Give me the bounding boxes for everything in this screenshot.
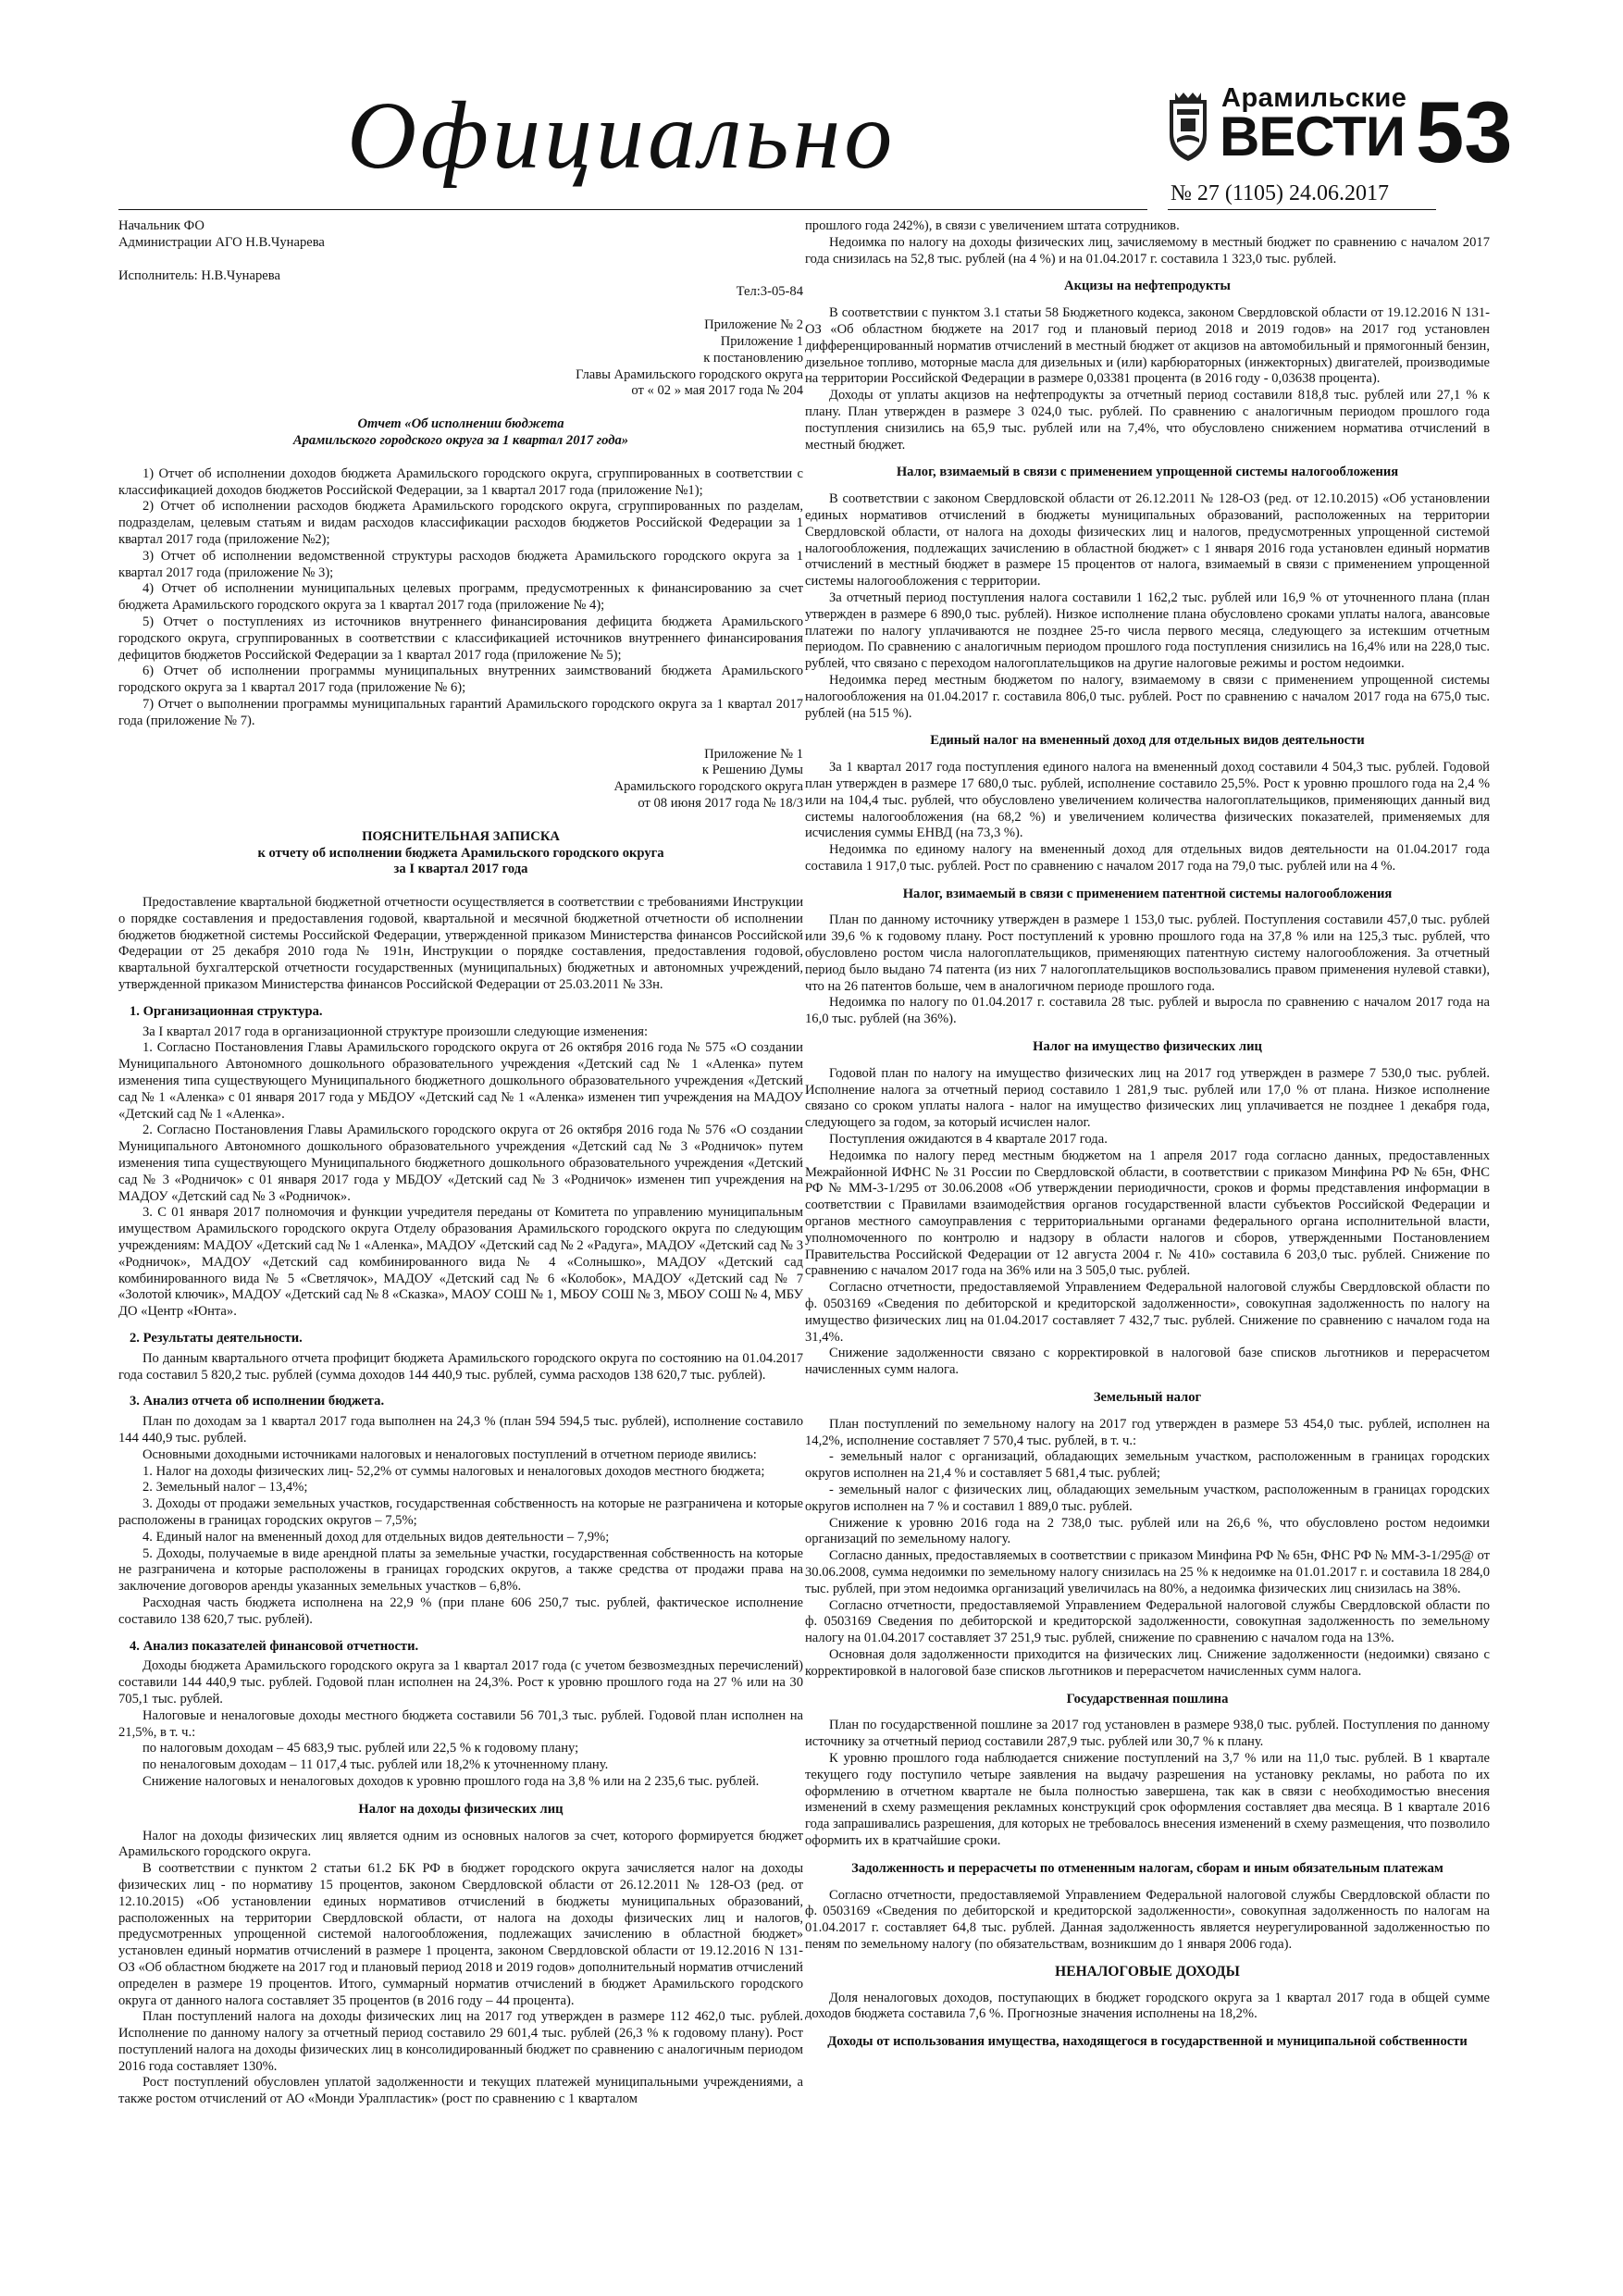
attachment-label: Главы Арамильского городского округа: [576, 366, 803, 382]
paragraph: План поступлений налога на доходы физических лиц на 2017 год утвержден в размере 112 462,0 тыс. рублей. Исполнение по данному налогу за отчетный период составило 29 601,4 тыс. рублей (26,3 % к годовому плану). Рост поступлений налога на доходы физических лиц в консолидированный бюджет по сравнению с аналогичным периодом 2016 года составляет 130%.: [118, 2009, 803, 2074]
paragraph: по налоговым доходам – 45 683,9 тыс. рублей или 22,5 % к годовому плану;: [142, 1741, 579, 1756]
report-title: Отчет «Об исполнении бюджета: [357, 416, 564, 432]
attachment-label: от « 02 » мая 2017 года № 204: [631, 383, 803, 399]
left-column: [118, 218, 803, 2108]
note-subtitle: к отчету об исполнении бюджета Арамильского городского округа: [257, 845, 664, 861]
signature-org: Администрации АГО Н.В.Чунарева: [118, 234, 325, 250]
paragraph: 2. Земельный налог – 13,4%;: [142, 1480, 308, 1496]
section-heading: Земельный налог: [1093, 1390, 1202, 1405]
paragraph: Недоимка по налогу по 01.04.2017 г. составила 28 тыс. рублей и выросла по сравнению с началом 2017 года на 16,0 тыс. рублей (на 36%).: [805, 995, 1490, 1027]
paragraph: План по данному источнику утвержден в размере 1 153,0 тыс. рублей. Поступления составили 457,0 тыс. рублей или 39,6 % к годовому плану. Рост поступлений к уровню прошлого года на 37,8 % или на 125,3 тыс. рублей, что обусловлено ростом числа налогоплательщиков, применяющих патентную систему налогообложения. За отчетный период было выдано 74 патента (из них 7 налогоплательщиков воспользовались правом применения нулевой ставки), что на 26 патентов больше, чем в аналогичном периоде прошлого года.: [805, 912, 1490, 994]
paragraph: К уровню прошлого года наблюдается снижение поступлений на 3,7 % или на 11,0 тыс. рублей. В 1 квартале текущего году поступило четыре заявления на выдачу разрешения на установку рекламы, но работа по их оформлению в отчетном квартале не была полностью завершена, так как в связи с необходимостью внесения изменений в схему размещения рекламных конструкций срок оформления составляет два месяца. В 1 квартале 2016 года запрашивались разрешения, для которых не требовалось внесения изменений в схему размещения, что позволило оформить их в кратчайшие сроки.: [805, 1750, 1490, 1848]
phone-line: Тел:3-05-84: [736, 284, 803, 300]
paragraph: За 1 квартал 2017 года поступления единого налога на вмененный доход составили 4 504,3 тыс. рублей. Годовой план утвержден в размере 17 680,0 тыс. рублей, исполнение составило 25,5%. Рост к уровню прошлого года на 2,4 % или на 104,4 тыс. рублей, что обусловлено увеличением количества налогоплательщиков, применяющих данный вид системы налогообложения (на 68,2 %) и увеличением количества физических показателей, применяемых для исчисления суммы ЕНВД (на 73,3 %).: [805, 760, 1490, 841]
signature-title: Начальник ФО: [118, 218, 204, 233]
paragraph: 5. Доходы, получаемые в виде арендной платы за земельные участки, государственная собственность на которые не разграничена и которые расположены в границах городских округов, а также средства от продажи права на заключение договоров аренды указанных земельных участков – 6,8%.: [118, 1545, 803, 1595]
paragraph: За I квартал 2017 года в организационной структуре произошли следующие изменения:: [142, 1024, 649, 1039]
paragraph: 1. Налог на доходы физических лиц- 52,2% от суммы налоговых и неналоговых доходов местного бюджета;: [142, 1463, 765, 1479]
paragraph: Снижение налоговых и неналоговых доходов к уровню прошлого года на 3,8 % или на 2 235,6 тыс. рублей.: [142, 1773, 760, 1789]
paragraph: Доходы бюджета Арамильского городского округа за 1 квартал 2017 года (с учетом безвозмездных перечислений) составили 144 440,9 тыс. рублей. Годовой план исполнен на 24,3%. Рост к уровню прошлого года на 27 % или на 30 705,1 тыс. рублей.: [118, 1658, 803, 1706]
paragraph: 5) Отчет о поступлениях из источников внутреннего финансирования дефицита бюджета Арамильского городского округа, сгруппированных в соответствии с классификацией источников внутреннего финансирования дефицитов бюджетов Российской Федерации за 1 квартал 2017 года (приложение № 5);: [118, 614, 803, 663]
section-heading: Налог на доходы физических лиц: [358, 1801, 564, 1817]
paragraph: По данным квартального отчета профицит бюджета Арамильского городского округа по состоянию на 01.04.2017 года составил 5 820,2 тыс. рублей (сумма доходов 144 440,9 тыс. рублей, сумма расходов 138 620,7 тыс. рублей).: [118, 1350, 803, 1383]
paragraph: Снижение задолженности связано с корректировкой в налоговой базе списков льготников и перерасчетом начисленных сумм налога.: [805, 1346, 1490, 1378]
attachment-label: от 08 июня 2017 года № 18/3: [638, 795, 803, 811]
paragraph: В соответствии с пунктом 3.1 статьи 58 Бюджетного кодекса, законом Свердловской области от 19.12.2016 N 131-ОЗ «Об областном бюджете на 2017 год и плановый период 2018 и 2019 годов» на 2017 год установлен дифференцированный норматив отчислений в местный бюджет от акцизов на автомобильный и прямогонный бензин, дизельное топливо, моторные масла для дизельных и (или) карбюраторных (инжекторных) двигателей, производимые на территории Российской Федерации в размере 0,03381 процента (в 2016 году - 0,03638 процента).: [805, 305, 1490, 387]
paragraph: Согласно отчетности, предоставляемой Управлением Федеральной налоговой службы Свердловской области по ф. 0503169 «Сведения по дебиторской и кредиторской задолженности», совокупная задолженность по налогам на 01.04.2017 г. составляет 64,8 тыс. рублей. Данная задолженность является неурегулированной задолженностью по пеням по земельному налогу (по обязательствам, возникшим до 1 января 2006 года).: [805, 1887, 1490, 1952]
paragraph: 4) Отчет об исполнении муниципальных целевых программ, предусмотренных к финансированию за счет бюджета Арамильского городского округа за 1 квартал 2017 года (приложение № 4);: [118, 581, 803, 614]
masthead: [0, 0, 1623, 213]
paragraph: Доля неналоговых доходов, поступающих в бюджет городского округа за 1 квартал 2017 года в общей сумме доходов бюджета составила 7,6 %. Прогнозные значения исполнены на 18,2%.: [805, 1990, 1490, 2022]
paragraph: Основная доля задолженности приходится на физических лиц. Снижение задолженности (недоимки) связано с корректировкой в налоговой базе списков льготников и перерасчетом начисленных сумм налога.: [805, 1646, 1490, 1679]
page-number: 53: [1416, 83, 1513, 180]
paragraph: В соответствии с пунктом 2 статьи 61.2 БК РФ в бюджет городского округа зачисляется налог на доходы физических лиц - по нормативу 15 процентов, законом Свердловской области от 26.12.2011 № 128-ОЗ (ред. от 12.10.2015) «Об установлении единых нормативов отчислений в бюджеты муниципальных образований, расположенных на территории Свердловской области, от налога на доходы физических лиц и налогов, предусмотренных упрощенной системой налогообложения, подлежащих зачислению в областной бюджет» установлен единый норматив отчислений в размере 1 процента, законом Свердловской области от 19.12.2016 N 131-ОЗ «Об областном бюджете на 2017 год и плановый период 2018 и 2019 годов» дополнительный норматив отчислений определен в размере 19 процентов. Итого, суммарный норматив отчислений в бюджет Арамильского городского округа от данного налога составляет 35 процентов (в 2016 году – 44 процента).: [118, 1861, 803, 2008]
right-column: [805, 218, 1490, 2061]
note-subtitle: за I квартал 2017 года: [393, 862, 528, 877]
paragraph: 3) Отчет об исполнении ведомственной структуры расходов бюджета Арамильского городского округа за 1 квартал 2017 года (приложение № 3);: [118, 548, 803, 580]
paragraph: 7) Отчет о выполнении программы муниципальных гарантий Арамильского городского округа за 1 квартал 2017 года (приложение № 7).: [118, 696, 803, 728]
paragraph: Недоимка по налогу перед местным бюджетом на 1 апреля 2017 года согласно данных, предоставленных Межрайонной ИФНС № 31 России по Свердловской области, в соответствии с приказом Минфина РФ № 65н, ФНС РФ № ММ-3-1/295 от 30.06.2008 «Об утверждении периодичности, сроков и формы представления информации в соответствии с Правилами взаимодействия органов государственной власти субъектов Российской Федерации и органов местного самоуправления с территориальными органами федерального органа исполнительной власти, уполномоченного по контролю и надзору в области налогов и сборов, утвержденными Постановлением Правительства Российской Федерации от 12 августа 2004 г. № 410» составила 6 203,0 тыс. рублей. Снижение по сравнению с началом 2017 года на 36% или на 3 505,0 тыс. рублей.: [805, 1148, 1490, 1279]
section-heading: Налог на имущество физических лиц: [1033, 1039, 1262, 1055]
paragraph: Налоговые и неналоговые доходы местного бюджета составили 56 701,3 тыс. рублей. Годовой план исполнен на 21,5%, в т. ч.:: [118, 1707, 803, 1740]
section-heading: НЕНАЛОГОВЫЕ ДОХОДЫ: [1055, 1963, 1240, 1980]
newspaper-logo: [1164, 83, 1405, 176]
executor-line: Исполнитель: Н.В.Чунарева: [118, 267, 280, 283]
attachment-label: Арамильского городского округа: [613, 779, 803, 795]
paragraph: Недоимка перед местным бюджетом по налогу, взимаемому в связи с применением упрощенной системы налогообложения на 01.04.2017 г. составила 806,0 тыс. рублей. Рост по сравнению с началом 2017 года на 675,0 тыс. рублей (на 515 %).: [805, 672, 1490, 721]
attachment-label: к постановлению: [703, 350, 803, 366]
paragraph: План поступлений по земельному налогу на 2017 год утвержден в размере 53 454,0 тыс. рублей, исполнен на 14,2%, исполнение составляет 7 570,4 тыс. рублей, в т. ч.:: [805, 1416, 1490, 1448]
report-title: Арамильского городского округа за 1 квартал 2017 года»: [292, 432, 629, 448]
paragraph: Годовой план по налогу на имущество физических лиц на 2017 год утвержден в размере 7 530,0 тыс. рублей. Исполнение налога за отчетный период составило 1 281,9 тыс. рублей или 17,0 % от плана. Низкое исполнение связано со сроком уплаты налога - налог на имущество физических лиц уплачивается не позднее 1 декабря года, следующего за годом, за который исчислен налог.: [805, 1065, 1490, 1131]
paragraph: План по государственной пошлине за 2017 год установлен в размере 938,0 тыс. рублей. Поступления по данному источнику за отчетный период составили 287,9 тыс. рублей или 30,7 % к плану.: [805, 1718, 1490, 1750]
paragraph: Расходная часть бюджета исполнена на 22,9 % (при плане 606 250,7 тыс. рублей, фактическое исполнение составило 138 620,7 тыс. рублей).: [118, 1595, 803, 1627]
coat-of-arms-icon: [1164, 91, 1212, 165]
paragraph: Налог на доходы физических лиц является одним из основных налогов за счет, которого формируется бюджет Арамильского городского округа.: [118, 1828, 803, 1860]
issue-number-date: № 27 (1105) 24.06.2017: [1171, 181, 1389, 205]
paragraph: Недоимка по налогу на доходы физических лиц, зачисляемому в местный бюджет по сравнению с началом 2017 года снизилась на 52,8 тыс. рублей (на 4 %) и на 01.04.2017 г. составила 1 323,0 тыс. рублей.: [805, 234, 1490, 267]
section-title: Официально: [347, 82, 897, 189]
paragraph: Согласно отчетности, предоставляемой Управлением Федеральной налоговой службы Свердловской области по ф. 0503169 «Сведения по дебиторской и кредиторской задолженности», совокупная задолженность по налогу на имущество физических лиц на 01.04.2017 составляет 7 432,7 тыс. рублей. Снижение по сравнению с началом года на 31,4%.: [805, 1280, 1490, 1345]
attachment-label: к Решению Думы: [701, 763, 803, 778]
paragraph: Согласно отчетности, предоставляемой Управлением Федеральной налоговой службы Свердловской области по ф. 0503169 Сведения по дебиторской и кредиторской задолженности, совокупная задолженность по земельному налогу на 01.04.2017 составляет 37 251,9 тыс. рублей, снижение по сравнению с началом года на 13%.: [805, 1597, 1490, 1646]
paragraph: Согласно данных, предоставляемых в соответствии с приказом Минфина РФ № 65н, ФНС РФ № ММ-3-1/295@ от 30.06.2008, сумма недоимки по земельному налогу снизилась на 25 % к недоимке на 01.01.2017 г. и составила 18 284,0 тыс. рублей, при этом недоимка организаций увеличилась на 80%, а недоимка физических лиц снизилась на 38%.: [805, 1548, 1490, 1596]
section-heading: 1. Организационная структура.: [130, 1003, 323, 1019]
paragraph: В соответствии с законом Свердловской области от 26.12.2011 № 128-ОЗ (ред. от 12.10.2015) «Об установлении единых нормативов отчислений в бюджеты муниципальных образований, расположенных на территории Свердловской области, от налога на доходы физических лиц и налогов, предусмотренных упрощенной системой налогообложения, подлежащих зачислению в областной бюджет» с 1 января 2016 года установлен единый норматив отчислений в местный бюджет в размере 15 процентов от налога, взимаемый в связи с применением упрощенной системы налогообложения с территории.: [805, 491, 1490, 590]
section-heading: Единый налог на вмененный доход для отдельных видов деятельности: [930, 733, 1365, 749]
section-heading: Задолженность и перерасчеты по отмененным налогам, сборам и иным обязательным платежам: [851, 1860, 1443, 1876]
paragraph: Основными доходными источниками налоговых и неналоговых поступлений в отчетном периоде явились:: [142, 1446, 757, 1462]
paragraph: - земельный налог с физических лиц, обладающих земельным участком, расположенным в границах городских округов исполнен на 7 % и составил 1 889,0 тыс. рублей.: [805, 1482, 1490, 1514]
section-heading: Налог, взимаемый в связи с применением патентной системы налогообложения: [902, 886, 1393, 901]
section-heading: 4. Анализ показателей финансовой отчетности.: [130, 1638, 419, 1654]
paragraph: 3. Доходы от продажи земельных участков, государственная собственность на которые не разграничена и которые расположены в границах городских округов – 7,5%;: [118, 1496, 803, 1528]
paragraph: прошлого года 242%), в связи с увеличением штата сотрудников.: [805, 218, 1180, 233]
paragraph: Поступления ожидаются в 4 квартале 2017 года.: [829, 1132, 1108, 1148]
paragraph: План по доходам за 1 квартал 2017 года выполнен на 24,3 % (план 594 594,5 тыс. рублей), исполнение составило 144 440,9 тыс. рублей.: [118, 1414, 803, 1446]
paragraph: 4. Единый налог на вмененный доход для отдельных видов деятельности – 7,9%;: [142, 1529, 610, 1545]
paragraph: 6) Отчет об исполнении программы муниципальных внутренних заимствований бюджета Арамильского городского округа за 1 квартал 2017 года (приложение № 6);: [118, 664, 803, 696]
paragraph: 3. С 01 января 2017 полномочия и функции учредителя переданы от Комитета по управлению муниципальным имуществом Арамильского городского округа Отделу образования Арамильского городского округа по следующим учреждениям: МАДОУ «Детский сад № 1 «Аленка», МАДОУ «Детский сад № 2 «Радуга», МАДОУ «Детский сад № 3 «Родничок», МАДОУ «Детский сад комбинированного вида № 4 «Солнышко», МАДОУ «Детский сад комбинированного вида № 5 «Светлячок», МАДОУ «Детский сад № 6 «Колобок», МАДОУ «Детский сад № 7 «Золотой ключик», МАДОУ «Детский сад № 8 «Сказка», МАОУ СОШ № 1, МБОУ СОШ № 3, МБОУ СОШ № 4, МБУ ДО «Центр «Юнта».: [118, 1205, 803, 1320]
paragraph: За отчетный период поступления налога составили 1 162,2 тыс. рублей или 16,9 % от уточненного плана (план утвержден в размере 6 890,0 тыс. рублей). Низкое исполнение плана обусловлено сроками уплаты налога, авансовые платежи по налогу уплачиваются не позднее 25-го числа первого месяца, следующего за истекшим отчетным периодом. По сравнению с аналогичным периодом прошлого года поступления снизились на 16,4% или на 228,0 тыс. рублей, что связано с переходом налогоплательщиков на другие налоговые режимы и ростом недоимки.: [805, 590, 1490, 672]
paragraph: 1) Отчет об исполнении доходов бюджета Арамильского городского округа, сгруппированных в соответствии с классификацией доходов бюджетов Российской Федерации, за 1 квартал 2017 года (приложение №1);: [118, 465, 803, 498]
paragraph: 2) Отчет об исполнении расходов бюджета Арамильского городского округа, сгруппированных по разделам, подразделам, целевым статьям и видам расходов классификации расходов бюджетов Российской Федерации за 1 квартал 2017 года (приложение №2);: [118, 499, 803, 547]
paragraph: Рост поступлений обусловлен уплатой задолженности и текущих платежей муниципальными учреждениями, а также ростом отчислений от АО «Монди Уралпластик» (рост по сравнению с 1 кварталом: [118, 2075, 803, 2107]
section-heading: Государственная пошлина: [1066, 1691, 1229, 1706]
paragraph: 1. Согласно Постановления Главы Арамильского городского округа от 26 октября 2016 года № 575 «О создании Муниципального Автономного дошкольного образовательного учреждения «Детский сад № 1 «Аленка» путем изменения типа существующего Муниципального бюджетного дошкольного образовательного учреждения «Детский сад № 1 «Аленка» с 01 января 2017 года у МБДОУ «Детский сад № 1 «Аленка» изменен тип учреждения на МАДОУ «Детский сад № 1 «Аленка».: [118, 1040, 803, 1122]
paragraph: - земельный налог с организаций, обладающих земельным участком, расположенным в границах городских округов исполнен на 21,4 % и составляет 5 681,4 тыс. рублей;: [805, 1449, 1490, 1482]
brand-top-word: Арамильские: [1221, 83, 1407, 113]
section-heading: 3. Анализ отчета об исполнении бюджета.: [130, 1394, 385, 1409]
paragraph: 2. Согласно Постановления Главы Арамильского городского округа от 26 октября 2016 года № 576 «О создании Муниципального Автономного дошкольного образовательного учреждения «Детский сад № 3 «Родничок» путем изменения типа существующего Муниципального бюджетного дошкольного образовательного учреждения «Детский сад № 3 «Родничок» с 01 января 2017 года у МБДОУ «Детский сад № 3 «Родничок» изменен тип учреждения на МАДОУ «Детский сад № 3 «Родничок».: [118, 1123, 803, 1204]
section-heading: Акцизы на нефтепродукты: [1064, 279, 1231, 294]
paragraph: по неналоговым доходам – 11 017,4 тыс. рублей или 18,2% к уточненному плану.: [142, 1757, 609, 1773]
paragraph: Снижение к уровню 2016 года на 2 738,0 тыс. рублей или на 26,6 %, что обусловлено ростом недоимки организаций по земельному налогу.: [805, 1515, 1490, 1547]
attachment-label: Приложение № 2: [704, 317, 803, 333]
section-heading: Налог, взимаемый в связи с применением упрощенной системы налогообложения: [896, 465, 1399, 480]
section-heading: Доходы от использования имущества, находящегося в государственной и муниципальной собственности: [827, 2034, 1468, 2050]
brand-main-word: ВЕСТИ: [1220, 105, 1405, 168]
section-heading: 2. Результаты деятельности.: [130, 1331, 303, 1347]
paragraph: Недоимка по единому налогу на вмененный доход для отдельных видов деятельности на 01.04.2017 года составила 1 917,0 тыс. рублей. Рост по сравнению с началом 2017 года на 79,0 тыс. рублей или на 4 %.: [805, 842, 1490, 874]
attachment-label: Приложение 1: [720, 333, 803, 349]
masthead-rule-right: [1168, 209, 1436, 210]
paragraph: Предоставление квартальной бюджетной отчетности осуществляется в соответствии с требованиями Инструкции о порядке составления и предоставления годовой, квартальной и месячной бюджетной отчетности об исполнении бюджетов бюджетной системы Российской Федерации, утвержденной приказом Министерства финансов Российской Федерации от 25 декабря 2010 года № 191н, Инструкции о порядке составления, предоставления годовой, квартальной бухгалтерской отчетности государственных (муниципальных) бюджетных и автономных учреждений, утвержденной приказом Министерства финансов Российской Федерации от 25.03.2011 № 33н.: [118, 895, 803, 993]
attachment-label: Приложение № 1: [704, 746, 803, 762]
masthead-rule-left: [118, 209, 1147, 210]
paragraph: Доходы от уплаты акцизов на нефтепродукты за отчетный период составили 818,8 тыс. рублей или 27,1 % к плану. План утвержден в размере 3 024,0 тыс. рублей. По сравнению с аналогичным периодом прошлого года поступления снизились на 65,9 тыс. рублей или на 7,4%, что обусловлено снижением норматива отчислений в местный бюджет.: [805, 388, 1490, 453]
note-title: ПОЯСНИТЕЛЬНАЯ ЗАПИСКА: [362, 828, 560, 844]
